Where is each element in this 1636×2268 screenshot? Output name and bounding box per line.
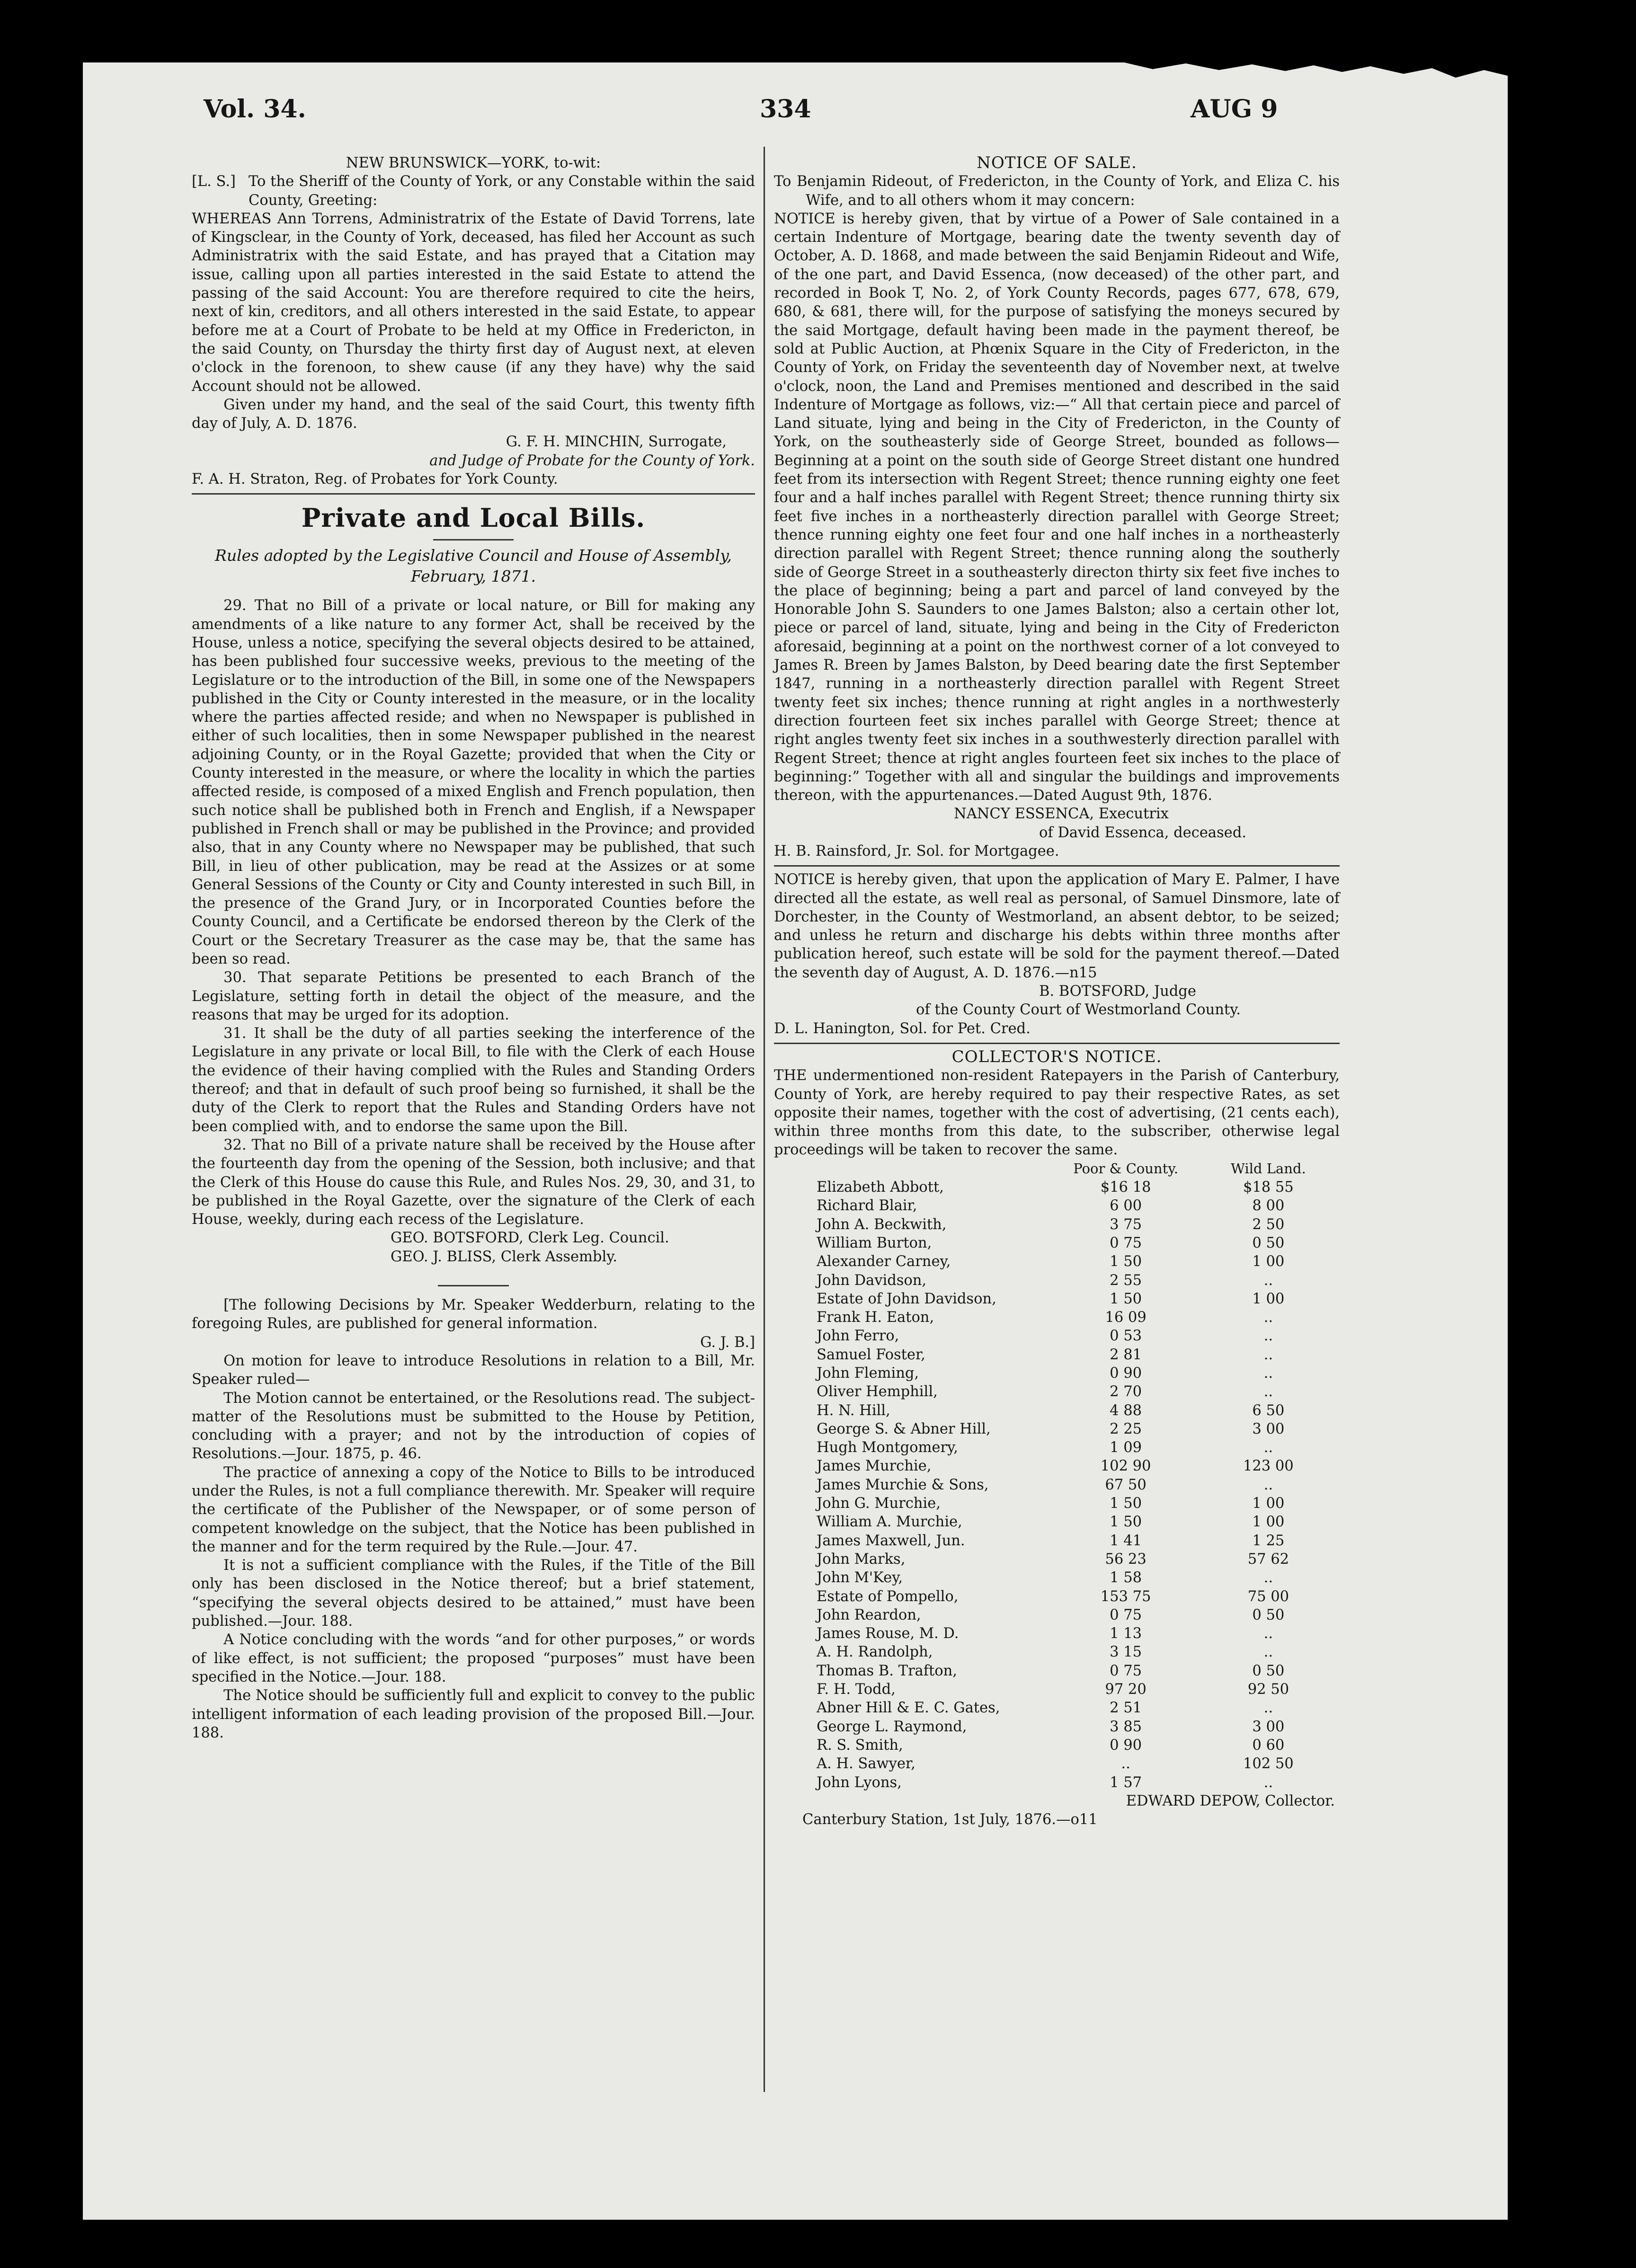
poor-county-rate: 1 50 <box>1110 1290 1142 1307</box>
poor-county-rate: 153 75 <box>1100 1588 1151 1605</box>
registrar-line: F. A. H. Straton, Reg. of Probates for York County. <box>192 471 558 488</box>
wild-land-rate: 1 00 <box>1252 1253 1285 1270</box>
wild-land-rate: 0 50 <box>1252 1234 1285 1251</box>
poor-county-rate: $16 18 <box>1100 1179 1151 1196</box>
table-row <box>774 1606 1340 1624</box>
rule-30: 30. That separate Petitions be presented to each Branch of the Legislature, setting forth in detail the object of the measure, and the reasons that may be urged for its adoption. <box>192 969 755 1023</box>
wild-land-rate: .. <box>1263 1309 1273 1326</box>
poor-county-rate: 4 88 <box>1110 1402 1142 1419</box>
ratepayer-name: James Murchie & Sons, <box>817 1476 989 1493</box>
table-row <box>774 1420 1340 1438</box>
ratepayer-name: A. H. Sawyer, <box>817 1755 916 1772</box>
poor-county-rate: 2 51 <box>1110 1700 1142 1717</box>
ratepayer-name: H. N. Hill, <box>817 1402 890 1419</box>
ratepayer-name: Estate of Pompello, <box>817 1588 959 1605</box>
sale-heading: NOTICE OF SALE. <box>977 153 1137 172</box>
ratepayer-name: John Ferro, <box>817 1328 899 1345</box>
table-row <box>774 1773 1340 1792</box>
table-row <box>774 1568 1340 1587</box>
ratepayer-name: John Reardon, <box>817 1606 921 1623</box>
collector-body: THE undermentioned non-resident Ratepayers in the Parish of Canterbury, County of York, are hereby required to pay their respective Rates, as set opposite their names, together with the cost of advertising, (21 cents each), within three months from this date, to the subscriber, otherwise legal proceedings will be taken to recover the same. <box>774 1067 1340 1159</box>
ratepayer-name: Oliver Hemphill, <box>817 1383 938 1400</box>
poor-county-rate: 0 75 <box>1110 1606 1142 1623</box>
decision-4: It is not a sufficient compliance with the Rules, if the Title of the Bill only has been disclosed in the Notice thereof; but a brief statement, “specifying the several objects desired to be attained,” must have been published.—Jour. 188. <box>192 1557 755 1630</box>
ratepayer-name: Frank H. Eaton, <box>817 1309 934 1326</box>
judge-title: of the County Court of Westmorland County. <box>916 1001 1241 1019</box>
wild-land-rate: 75 00 <box>1247 1588 1289 1605</box>
right-column <box>774 154 1340 1829</box>
table-row <box>774 1234 1340 1252</box>
table-row <box>774 1736 1340 1754</box>
divider <box>774 865 1340 867</box>
wild-land-rate: .. <box>1263 1644 1273 1661</box>
table-row <box>774 1178 1340 1196</box>
collector-signature: EDWARD DEPOW, Collector. <box>1126 1792 1335 1809</box>
ratepayer-name: William A. Murchie, <box>817 1514 962 1531</box>
wild-land-rate: .. <box>1263 1365 1273 1382</box>
ratepayer-name: Thomas B. Trafton, <box>817 1662 957 1679</box>
poor-county-rate: 1 09 <box>1110 1439 1142 1456</box>
wild-land-rate: 57 62 <box>1247 1550 1289 1568</box>
bills-section <box>192 501 755 1742</box>
mortgagee-solicitor: H. B. Rainsford, Jr. Sol. for Mortgagee. <box>774 842 1059 859</box>
poor-county-rate: 0 90 <box>1110 1365 1142 1382</box>
poor-county-rate: 2 55 <box>1110 1272 1142 1289</box>
poor-county-rate: 97 20 <box>1105 1681 1147 1698</box>
table-row <box>774 1438 1340 1457</box>
ratepayer-name: Estate of John Davidson, <box>817 1290 996 1307</box>
sale-addressees: To Benjamin Rideout, of Fredericton, in the County of York, and Eliza C. his Wife, and to all others whom it may concern: <box>774 173 1340 209</box>
seal-mark: [L. S.] <box>192 173 236 190</box>
ratepayer-name: John A. Beckwith, <box>817 1216 947 1233</box>
wild-land-rate: .. <box>1263 1476 1273 1493</box>
poor-county-rate: 0 90 <box>1110 1736 1142 1754</box>
ratepayer-name: Samuel Foster, <box>817 1346 925 1363</box>
decision-2: The Motion cannot be entertained, or the Resolutions read. The subject-matter of the Resolutions must be submitted to the House by Petition, concluding with a prayer; and not by the introduction of copies of Resolutions.—Jour. 1875, p. 46. <box>192 1390 755 1462</box>
column-divider <box>764 147 765 2092</box>
table-row <box>774 1364 1340 1382</box>
table-row <box>774 1494 1340 1513</box>
table-row <box>774 1699 1340 1717</box>
wild-land-header: Wild Land. <box>1231 1160 1306 1177</box>
wild-land-rate: 1 25 <box>1252 1532 1285 1549</box>
left-column <box>192 154 755 1742</box>
rule-29: 29. That no Bill of a private or local nature, or Bill for making any amendments of a like nature to any former Act, shall be received by the House, unless a notice, specifying the several objects desired to be attained, has been published four successive weeks, previous to the meeting of the Legislature or to the introduction of the Bill, in some one of the Newspapers published in the City or County interested in the measure, or in the locality where the parties affected reside; and when no Newspaper is published in either of such localities, then in some Newspaper published in the nearest adjoining County, or in the Royal Gazette; provided that when the City or County interested in the measure, or where the locality in which the parties affected reside, is composed of a mixed English and French population, then such notice shall be published both in French and English, if a Newspaper published in French shall or may be published in the Province; and provided also, that in any County where no Newspaper may be published, that such Bill, in lieu of other publication, may be read at the Assizes or at some General Sessions of the County or City and County interested in such Bill, in the presence of the Grand Jury, or in Incorporated Counties before the County Council, and a Certificate be endorsed thereon by the Clerk of the Court or the Secretary Treasurer as the case may be, that the same has been so read. <box>192 597 755 967</box>
table-row <box>774 1252 1340 1271</box>
poor-county-rate: 2 25 <box>1110 1420 1142 1437</box>
ratepayer-name: John Marks, <box>817 1550 906 1568</box>
poor-county-rate: 56 23 <box>1105 1550 1147 1568</box>
wild-land-rate: 2 50 <box>1252 1216 1285 1233</box>
ratepayers-table <box>774 1160 1340 1792</box>
ratepayer-name: John Fleming, <box>817 1365 919 1382</box>
ratepayer-name: John G. Murchie, <box>817 1495 941 1512</box>
wild-land-rate: 1 00 <box>1252 1514 1285 1531</box>
absent-debtor-notice <box>774 870 1340 1038</box>
poor-county-rate: 2 81 <box>1110 1346 1142 1363</box>
title-underline <box>433 539 514 540</box>
citation-body: WHEREAS Ann Torrens, Administratrix of the Estate of David Torrens, late of Kingsclear, in the County of York, deceased, has filed her Account as such Administratrix with the said Estate, and has prayed that a Citation may issue, calling upon all parties interested in the said Estate to attend the passing of the said Account: You are therefore required to cite the heirs, next of kin, creditors, and all others interested in the said Estate, to appear before me at a Court of Probate to be held at my Office in Fredericton, in the said County, on Thursday the thirty first day of August next, at eleven o'clock in the forenoon, to shew cause (if any they have) why the said Account should not be allowed. <box>192 210 755 395</box>
wild-land-rate: .. <box>1263 1569 1273 1586</box>
table-row <box>774 1346 1340 1364</box>
torn-top-edge <box>83 62 1508 90</box>
table-row <box>774 1662 1340 1680</box>
ratepayer-name: John Lyons, <box>817 1774 902 1791</box>
decision-6: The Notice should be sufficiently full and explicit to convey to the public intelligent information of each leading provision of the proposed Bill.—Jour. 188. <box>192 1687 755 1741</box>
ratepayer-name: Richard Blair, <box>817 1197 917 1214</box>
wild-land-rate: 3 00 <box>1252 1420 1285 1437</box>
page-header <box>83 95 1508 147</box>
table-row <box>774 1643 1340 1661</box>
rule-31: 31. It shall be the duty of all parties seeking the interference of the Legislature in any private or local Bill, to file with the Clerk of each House the evidence of their having complied with the Rules and Standing Orders thereof; and that in default of such proof being so furnished, it shall be the duty of the Clerk to report that the Rules and Standing Orders have not been complied with, and to endorse the same upon the Bill. <box>192 1025 755 1135</box>
poor-county-rate: 67 50 <box>1105 1476 1147 1493</box>
creditor-solicitor: D. L. Hanington, Sol. for Pet. Cred. <box>774 1020 1031 1037</box>
poor-county-rate: .. <box>1121 1755 1130 1772</box>
table-row <box>774 1271 1340 1290</box>
wild-land-rate: 102 50 <box>1243 1755 1294 1772</box>
poor-county-rate: 3 75 <box>1110 1216 1142 1233</box>
wild-land-rate: .. <box>1263 1346 1273 1363</box>
bills-title: Private and Local Bills. <box>301 503 646 533</box>
table-row <box>774 1196 1340 1215</box>
ratepayer-rows <box>774 1178 1340 1792</box>
ratepayer-name: George L. Raymond, <box>817 1718 967 1735</box>
wild-land-rate: 123 00 <box>1243 1458 1294 1475</box>
ratepayer-name: Alexander Carney, <box>817 1253 951 1270</box>
wild-land-rate: .. <box>1263 1700 1273 1717</box>
poor-county-rate: 0 75 <box>1110 1662 1142 1679</box>
debtor-notice-body: NOTICE is hereby given, that upon the application of Mary E. Palmer, I have directed all the estate, as well real as personal, of Samuel Dinsmore, late of Dorchester, in the County of Westmorland, an absent debtor, to be seized; and unless he return and discharge his debts within three months after publication hereof, such estate will be sold for the payment thereof.—Dated the seventh day of August, A. D. 1876.—n15 <box>774 871 1340 981</box>
collectors-notice <box>774 1048 1340 1829</box>
wild-land-rate: 0 50 <box>1252 1606 1285 1623</box>
ratepayer-name: Abner Hill & E. C. Gates, <box>817 1700 1000 1717</box>
page-number: 334 <box>760 95 811 124</box>
poor-county-rate: 6 00 <box>1110 1197 1142 1214</box>
judge-signature: B. BOTSFORD, Judge <box>1039 983 1196 1000</box>
ratepayer-name: George S. & Abner Hill, <box>817 1420 991 1437</box>
rule-32: 32. That no Bill of a private nature shall be received by the House after the fourteenth day from the opening of the Session, both inclusive; and that the Clerk of this House do cause this Rule, and Rules Nos. 29, 30, and 31, to be published in the Royal Gazette, over the signature of the Clerk of each House, weekly, during each recess of the Legislature. <box>192 1136 755 1228</box>
table-header <box>774 1160 1340 1178</box>
poor-county-rate: 1 50 <box>1110 1253 1142 1270</box>
clerk-assembly-signature: GEO. J. BLISS, Clerk Assembly. <box>391 1248 618 1265</box>
ratepayer-name: F. H. Todd, <box>817 1681 896 1698</box>
poor-county-rate: 1 57 <box>1110 1774 1142 1791</box>
surrogate-title: and Judge of Probate for the County of York. <box>429 452 755 469</box>
ratepayer-name: James Murchie, <box>817 1458 932 1475</box>
table-row <box>774 1680 1340 1699</box>
wild-land-rate: $18 55 <box>1243 1179 1294 1196</box>
decision-3: The practice of annexing a copy of the Notice to Bills to be introduced under the Rules, is not a full compliance therewith. Mr. Speaker will require the certificate of the Publisher of the Newspaper, or of some person of competent knowledge on the subject, that the Notice has been published in the manner and for the term required by the Rule.—Jour. 47. <box>192 1464 755 1555</box>
decision-5: A Notice concluding with the words “and for other purposes,” or words of like effect, is not sufficient; the proposed “purposes” must have been specified in the Notice.—Jour. 188. <box>192 1631 755 1685</box>
ratepayer-name: William Burton, <box>817 1234 932 1251</box>
poor-county-rate: 1 50 <box>1110 1495 1142 1512</box>
clerk-council-signature: GEO. BOTSFORD, Clerk Leg. Council. <box>391 1230 669 1247</box>
wild-land-rate: 92 50 <box>1247 1681 1289 1698</box>
poor-county-rate: 1 13 <box>1110 1625 1142 1642</box>
table-row <box>774 1532 1340 1550</box>
decision-1: On motion for leave to introduce Resolutions in relation to a Bill, Mr. Speaker ruled— <box>192 1352 755 1388</box>
table-row <box>774 1587 1340 1606</box>
poor-county-rate: 3 15 <box>1110 1644 1142 1661</box>
ratepayer-name: James Rouse, M. D. <box>817 1625 959 1642</box>
poor-county-rate: 3 85 <box>1110 1718 1142 1735</box>
sale-body: NOTICE is hereby given, that by virtue of a Power of Sale contained in a certain Indenture of Mortgage, bearing date the twenty seventh day of October, A. D. 1868, and made between the said Benjamin Rideout and Wife, of the one part, and David Essenca, (now deceased) of the other part, and recorded in Book T, No. 2, of York County Records, pages 677, 678, 679, 680, & 681, there will, for the purpose of satisfying the moneys secured by the said Mortgage, default having been made in the payment thereof, be sold at Public Auction, at Phœnix Square in the City of Fredericton, in the County of York, on Friday the seventeenth day of November next, at twelve o'clock, noon, the Land and Premises mentioned and described in the said Indenture of Mortgage as follows, viz:—“ All that certain piece and parcel of Land situate, lying and being in the City of Fredericton, in the County of York, on the southeasterly side of George Street, bounded as follows—Beginning at a point on the south side of George Street distant one hundred feet from its intersection with Regent Street; thence running eighty one feet four and a half inches parallel with Regent Street; thence running thirty six feet five inches in a northeasterly direction parallel with George Street; thence running eighty one feet four and one half inches in a northeasterly direction parallel with Regent Street; thence running along the southerly side of George Street in a southeasterly directon thirty six feet five inches to the place of beginning; being a part and parcel of land conveyed by the Honorable John S. Saunders to one James Balston; also a certain other lot, piece or parcel of land, situate, lying and being in the City of Fredericton aforesaid, beginning at a point on the northwest corner of a lot conveyed to James R. Breen by James Balston, by Deed bearing date the first September 1847, running in a northeasterly direction parallel with Regent Street twenty feet six inches; thence running at right angles in a northwesterly direction fourteen feet six inches parallel with George Street; thence at right angles twenty feet six inches in a southwesterly direction parallel with Regent Street; thence at right angles fourteen feet six inches to the place of beginning:” Together with all and singular the buildings and improvements thereon, with the appurtenances.—Dated August 9th, 1876. <box>774 210 1340 804</box>
wild-land-rate: 1 00 <box>1252 1495 1285 1512</box>
wild-land-rate: .. <box>1263 1272 1273 1289</box>
volume-number: Vol. 34. <box>204 95 306 124</box>
poor-county-rate: 1 41 <box>1110 1532 1142 1549</box>
wild-land-rate: 0 50 <box>1252 1662 1285 1679</box>
table-row <box>774 1308 1340 1327</box>
citation-given: Given under my hand, and the seal of the said Court, this twenty fifth day of July, A. D. 1876. <box>192 396 755 432</box>
citation-address: To the Sheriff of the County of York, or any Constable within the said County, Greeting: <box>249 173 755 209</box>
poor-county-rate: 16 09 <box>1105 1309 1147 1326</box>
poor-county-rate: 102 90 <box>1100 1458 1151 1475</box>
table-row <box>774 1382 1340 1401</box>
ratepayer-name: James Maxwell, Jun. <box>817 1532 965 1549</box>
wild-land-rate: 6 50 <box>1252 1402 1285 1419</box>
surrogate-signature: G. F. H. MINCHIN, Surrogate, <box>506 434 727 451</box>
table-row <box>774 1718 1340 1736</box>
table-row <box>774 1290 1340 1308</box>
citation-heading: NEW BRUNSWICK—YORK, to-wit: <box>346 155 601 171</box>
decisions-initials: G. J. B.] <box>700 1334 755 1351</box>
bills-subtitle: Rules adopted by the Legislative Council and House of Assembly, February, 1871. <box>215 546 732 586</box>
ratepayer-name: R. S. Smith, <box>817 1736 903 1754</box>
poor-county-rate: 0 75 <box>1110 1234 1142 1251</box>
poor-county-rate: 0 53 <box>1110 1328 1142 1345</box>
table-row <box>774 1513 1340 1531</box>
poor-county-rate: 2 70 <box>1110 1383 1142 1400</box>
poor-county-header: Poor & County. <box>1073 1160 1178 1177</box>
newspaper-page <box>83 62 1508 2220</box>
ratepayer-name: John M'Key, <box>817 1569 903 1586</box>
wild-land-rate: .. <box>1263 1328 1273 1345</box>
table-row <box>774 1401 1340 1420</box>
poor-county-rate: 1 58 <box>1110 1569 1142 1586</box>
wild-land-rate: .. <box>1263 1625 1273 1642</box>
ratepayer-name: Hugh Montgomery, <box>817 1439 958 1456</box>
wild-land-rate: 1 00 <box>1252 1290 1285 1307</box>
notice-of-sale <box>774 154 1340 860</box>
wild-land-rate: .. <box>1263 1383 1273 1400</box>
table-row <box>774 1215 1340 1234</box>
wild-land-rate: 0 60 <box>1252 1736 1285 1754</box>
executrix-signature: NANCY ESSENCA, Executrix <box>954 806 1169 823</box>
wild-land-rate: .. <box>1263 1439 1273 1456</box>
table-row <box>774 1476 1340 1494</box>
table-row <box>774 1754 1340 1773</box>
probate-citation <box>192 154 755 488</box>
divider <box>192 493 755 495</box>
divider <box>774 1043 1340 1044</box>
executrix-title: of David Essenca, deceased. <box>1039 824 1246 841</box>
decisions-intro: [The following Decisions by Mr. Speaker Wedderburn, relating to the foregoing Rules, are published for general information. <box>192 1297 755 1332</box>
ratepayer-name: A. H. Randolph, <box>817 1644 933 1661</box>
table-row <box>774 1457 1340 1475</box>
ratepayer-name: Elizabeth Abbott, <box>817 1179 944 1196</box>
short-divider <box>438 1285 509 1286</box>
wild-land-rate: 3 00 <box>1252 1718 1285 1735</box>
wild-land-rate: 8 00 <box>1252 1197 1285 1214</box>
issue-date: AUG 9 <box>1191 95 1278 124</box>
collector-dated: Canterbury Station, 1st July, 1876.—o11 <box>802 1811 1098 1828</box>
poor-county-rate: 1 50 <box>1110 1514 1142 1531</box>
collector-heading: COLLECTOR'S NOTICE. <box>951 1047 1162 1066</box>
table-row <box>774 1624 1340 1643</box>
table-row <box>774 1550 1340 1568</box>
table-row <box>774 1327 1340 1345</box>
ratepayer-name: John Davidson, <box>817 1272 927 1289</box>
wild-land-rate: .. <box>1263 1774 1273 1791</box>
